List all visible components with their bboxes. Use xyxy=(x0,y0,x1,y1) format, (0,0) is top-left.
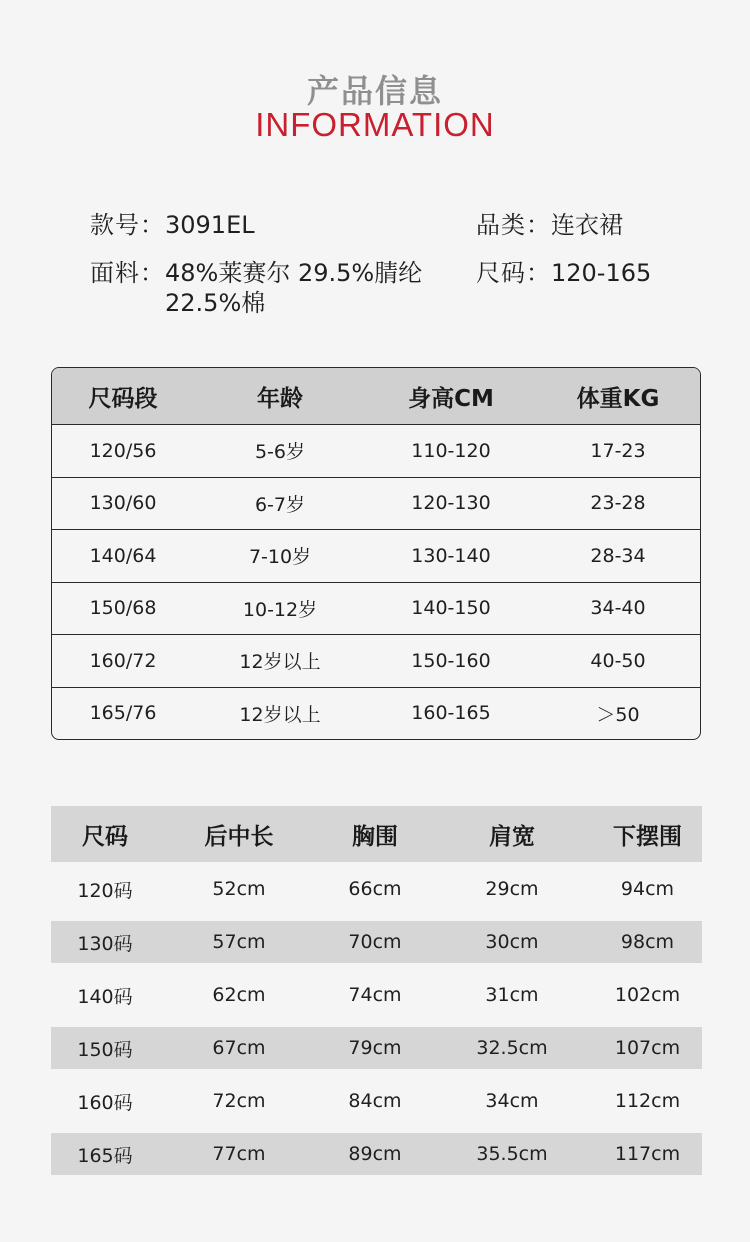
info-category xyxy=(476,210,623,240)
fabric-value: 48%莱赛尔 29.5%腈纶 22.5%棉 xyxy=(165,259,423,317)
cell-size: 120/56 xyxy=(89,439,157,462)
header-chest: 胸围 xyxy=(352,823,398,850)
header-back-length: 后中长 xyxy=(204,823,274,850)
size-value: 120-165 xyxy=(551,259,652,287)
table-row xyxy=(52,425,700,478)
table-row xyxy=(51,1080,702,1122)
cell-hem: 102cm xyxy=(614,984,681,1006)
style-value: 3091EL xyxy=(165,211,255,239)
cell-height: 150-160 xyxy=(411,649,491,672)
cell-age: 12岁以上 xyxy=(239,651,321,674)
cell-back-length: 57cm xyxy=(212,931,266,953)
cell-chest: 79cm xyxy=(348,1037,402,1059)
cell-size: 130码 xyxy=(77,932,133,955)
cell-shoulder: 35.5cm xyxy=(476,1143,548,1165)
cell-age: 12岁以上 xyxy=(239,703,321,726)
cell-height: 110-120 xyxy=(411,439,491,462)
cell-hem: 98cm xyxy=(620,931,675,953)
cell-back-length: 52cm xyxy=(212,878,266,900)
cell-shoulder: 29cm xyxy=(485,878,539,900)
cell-size: 160/72 xyxy=(89,649,157,672)
cell-hem: 117cm xyxy=(614,1143,681,1165)
table-row xyxy=(52,688,700,740)
header-age: 年龄 xyxy=(257,385,303,412)
category-value: 连衣裙 xyxy=(551,211,623,239)
cell-age: 5-6岁 xyxy=(254,441,306,464)
table-row xyxy=(52,583,700,636)
measurement-table xyxy=(51,806,702,1175)
cell-shoulder: 32.5cm xyxy=(476,1037,548,1059)
table-row xyxy=(51,974,702,1016)
header-height: 身高CM xyxy=(408,385,494,412)
title-english: INFORMATION xyxy=(255,106,495,143)
table-row xyxy=(51,921,702,963)
cell-height: 130-140 xyxy=(411,544,491,567)
cell-chest: 84cm xyxy=(348,1090,402,1112)
cell-chest: 70cm xyxy=(348,931,402,953)
header-weight: 体重KG xyxy=(576,385,660,412)
table-row xyxy=(51,868,702,910)
cell-size: 120码 xyxy=(77,879,133,902)
size-guide-table xyxy=(51,367,701,740)
cell-weight: ＞50 xyxy=(596,703,640,726)
fabric-label: 面料： xyxy=(90,259,165,287)
measurement-header-row xyxy=(51,806,702,862)
cell-size: 165/76 xyxy=(89,702,157,725)
cell-size: 150/68 xyxy=(89,597,157,620)
cell-back-length: 77cm xyxy=(212,1143,266,1165)
cell-weight: 23-28 xyxy=(590,492,646,515)
cell-age: 10-12岁 xyxy=(242,598,318,621)
info-fabric xyxy=(90,258,460,318)
size-guide-header-row xyxy=(52,368,700,425)
cell-back-length: 62cm xyxy=(212,984,266,1006)
cell-chest: 89cm xyxy=(348,1143,402,1165)
cell-shoulder: 31cm xyxy=(485,984,539,1006)
cell-back-length: 72cm xyxy=(212,1090,266,1112)
header-size: 尺码 xyxy=(82,823,128,850)
cell-size: 150码 xyxy=(77,1038,133,1061)
cell-age: 6-7岁 xyxy=(254,493,306,516)
cell-size: 130/60 xyxy=(89,492,157,515)
cell-shoulder: 34cm xyxy=(485,1090,539,1112)
info-size-range xyxy=(476,258,651,288)
cell-size: 140码 xyxy=(77,985,133,1008)
cell-height: 120-130 xyxy=(411,492,491,515)
cell-weight: 40-50 xyxy=(590,649,646,672)
header-shoulder: 肩宽 xyxy=(489,823,535,850)
table-row xyxy=(52,635,700,688)
cell-height: 160-165 xyxy=(411,702,491,725)
cell-size: 160码 xyxy=(77,1091,133,1114)
cell-height: 140-150 xyxy=(411,597,491,620)
header-hem: 下摆围 xyxy=(613,823,682,850)
cell-weight: 34-40 xyxy=(590,597,646,620)
cell-size: 165码 xyxy=(77,1144,133,1167)
cell-chest: 66cm xyxy=(348,878,402,900)
cell-hem: 107cm xyxy=(614,1037,681,1059)
title-chinese: 产品信息 xyxy=(306,72,443,110)
info-style-number xyxy=(90,210,255,240)
cell-hem: 94cm xyxy=(620,878,675,900)
cell-chest: 74cm xyxy=(348,984,402,1006)
size-label: 尺码： xyxy=(476,259,551,287)
table-row xyxy=(52,478,700,531)
style-label: 款号： xyxy=(90,211,165,239)
cell-weight: 28-34 xyxy=(590,544,646,567)
cell-weight: 17-23 xyxy=(590,439,646,462)
cell-back-length: 67cm xyxy=(212,1037,266,1059)
table-row xyxy=(52,530,700,583)
table-row xyxy=(51,1133,702,1175)
cell-shoulder: 30cm xyxy=(485,931,539,953)
cell-hem: 112cm xyxy=(614,1090,681,1112)
header-size-segment: 尺码段 xyxy=(88,385,158,412)
cell-size: 140/64 xyxy=(89,544,157,567)
table-row xyxy=(51,1027,702,1069)
category-label: 品类： xyxy=(476,211,551,239)
cell-age: 7-10岁 xyxy=(248,546,312,569)
